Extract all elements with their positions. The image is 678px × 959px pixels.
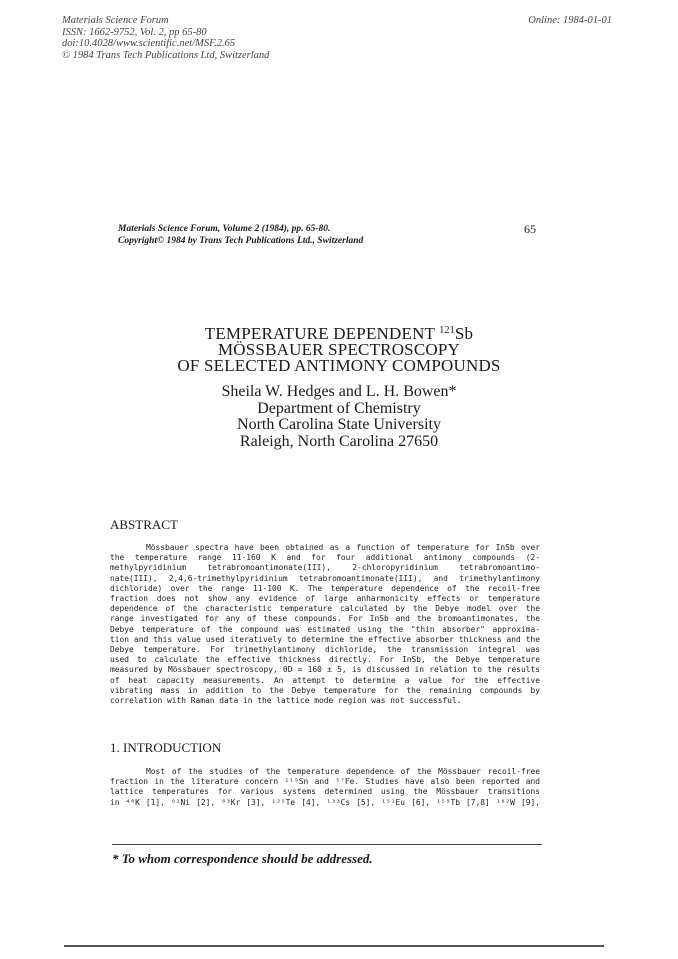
journal-reference — [118, 223, 363, 247]
title-line-3: OF SELECTED ANTIMONY COMPOUNDS — [177, 356, 501, 375]
abstract-line: methylpyridinium tetrabromoantimonate(III), 2-chloropyridinium tetrabromoantimo- — [110, 563, 540, 573]
paper-title — [0, 323, 678, 374]
abstract-line: used to calculate the effective thickness directly. For InSb, the Debye temperature — [110, 655, 540, 665]
page-number: 65 — [524, 222, 536, 236]
header-issn: ISSN: 1662-9752, Vol. 2, pp 65-80 — [62, 26, 207, 38]
abstract-line: correlation with Raman data in the lattice mode region was not successful. — [110, 696, 462, 706]
abstract-heading: ABSTRACT — [110, 517, 178, 532]
journal-volume-line: Materials Science Forum, Volume 2 (1984), pp. 65-80. — [118, 224, 331, 234]
abstract-line: Debye temperature. For trimethylantimony dichloride, the transmission integral was — [110, 645, 540, 655]
header-copyright: © 1984 Trans Tech Publications Ltd, Switzerland — [62, 49, 270, 61]
title-line-2: MÖSSBAUER SPECTROSCOPY — [217, 340, 460, 359]
title-line-1: TEMPERATURE DEPENDENT $^{121}$Sb — [204, 324, 474, 343]
author-block — [0, 384, 678, 450]
intro-line: in ⁴⁰K [1], ⁶¹Ni [2], ⁸³Kr [3], ¹²⁵Te [4], ¹³³Cs [5], ¹⁵¹Eu [6], ¹⁵⁹Tb [7,8] ¹⁸²W [9], — [110, 797, 540, 807]
online-date: Online: 1984-01-01 — [528, 15, 612, 26]
abstract-text — [110, 543, 540, 706]
introduction-heading: 1. INTRODUCTION — [110, 740, 222, 755]
correspondence-footnote: * To whom correspondence should be addressed. — [112, 851, 373, 866]
intro-line: lattice temperatures for various systems determined using the Mössbauer transitions — [110, 787, 540, 797]
abstract-line: dependence of the characteristic temperature calculated by the Debye model over the — [110, 604, 540, 614]
abstract-line: dichloride) over the range 11-100 K. The temperature dependence of the recoil-free — [110, 583, 540, 593]
citation-header — [62, 15, 269, 61]
header-doi[interactable]: doi:10.4028/www.scientific.net/MSF.2.65 — [62, 38, 236, 49]
abstract-line: range investigated for any of these compounds. For InSb and the bromoantimonates, the — [110, 614, 540, 624]
intro-line: fraction in the literature concern ¹¹⁹Sn and ⁵⁷Fe. Studies have also been reported and — [110, 777, 540, 787]
abstract-line: tion and this value used iteratively to determine the effective absorber thickness and the — [110, 634, 540, 644]
abstract-line: the temperature range 11-160 K and for four additional antimony compounds (2- — [110, 553, 540, 563]
introduction-text — [110, 767, 540, 808]
header-journal: Materials Science Forum — [62, 15, 169, 26]
abstract-line: Debye temperature of the compound was estimated using the "thin absorber" approxima- — [110, 624, 540, 634]
abstract-line: nate(III), 2,4,6-trimethylpyridinium tetrabromoantimonate(III), and trimethylantimony — [110, 573, 540, 583]
abstract-line: of heat capacity measurements. An attempt to determine a value for the effective — [110, 675, 540, 685]
intro-line: Most of the studies of the temperature dependence of the Mössbauer recoil-free — [146, 767, 540, 776]
author-department: Department of Chemistry — [257, 399, 421, 417]
author-address: Raleigh, North Carolina 27650 — [239, 432, 439, 450]
abstract-line: vibrating mass in addition to the Debye temperature for the remaining compounds by — [110, 685, 540, 695]
abstract-line: measured by Mössbauer spectroscopy, θD = 160 ± 5, is discussed in relation to the results — [110, 665, 540, 675]
author-names: Sheila W. Hedges and L. H. Bowen* — [221, 383, 457, 400]
author-university: North Carolina State University — [237, 416, 441, 433]
journal-copyright-line: Copyright© 1984 by Trans Tech Publications Ltd., Switzerland — [118, 236, 364, 246]
abstract-line: fraction does not show any evidence of large anharmonicity effects or temperature — [110, 594, 540, 604]
footnote-divider — [112, 844, 542, 845]
abstract-line: Mössbauer spectra have been obtained as a function of temperature for InSb over — [146, 543, 540, 552]
page-bottom-rule — [64, 945, 604, 947]
